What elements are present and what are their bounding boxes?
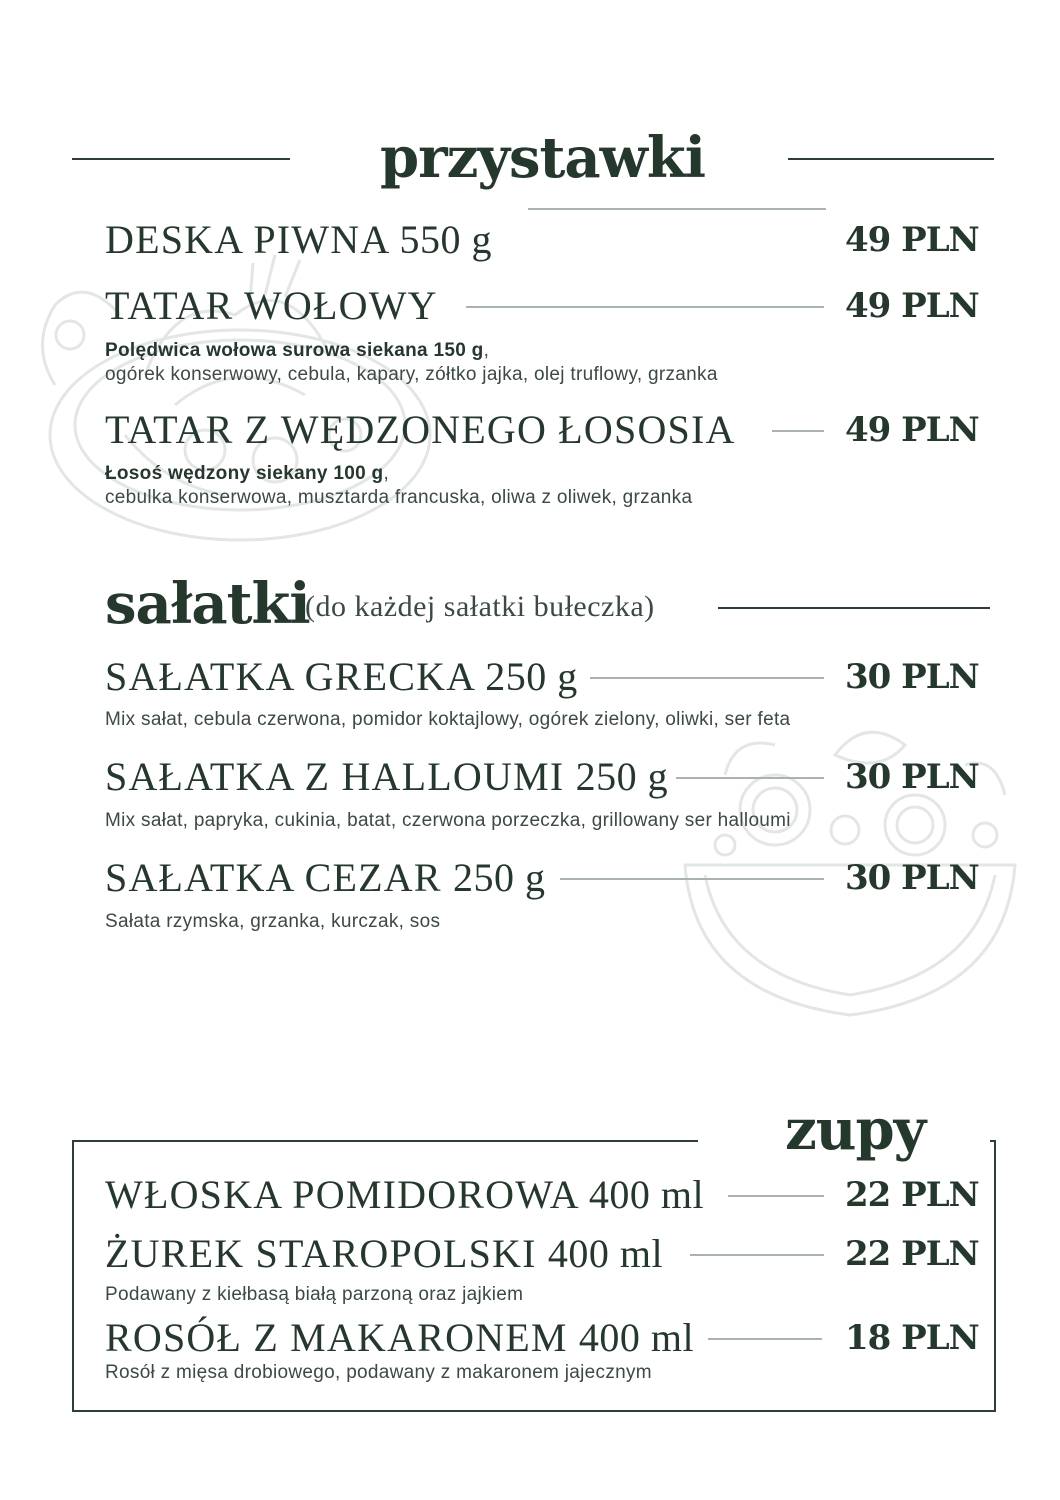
title-rule-right bbox=[788, 158, 994, 160]
leader-line bbox=[772, 430, 824, 432]
item-description: Podawany z kiełbasą białą parzoną oraz jajkiem bbox=[105, 1284, 524, 1305]
item-description: Rosół z mięsa drobiowego, podawany z makaronem jajecznym bbox=[105, 1362, 652, 1383]
item-qty: 400 ml bbox=[547, 1231, 664, 1276]
leader-line bbox=[466, 306, 824, 308]
item-description-bold: Łosoś wędzony siekany 100 g bbox=[105, 463, 384, 484]
section-title-zupy: zupy bbox=[785, 1097, 926, 1163]
frame-top-rule-right bbox=[990, 1140, 994, 1142]
item-description-comma: , bbox=[383, 463, 390, 484]
salatki-note: (do każdej sałatki bułeczka) bbox=[305, 590, 655, 623]
item-name-salatka-halloumi bbox=[105, 754, 669, 799]
item-price: 30 PLN bbox=[845, 757, 979, 797]
item-price: 49 PLN bbox=[845, 286, 979, 326]
item-price: 22 PLN bbox=[845, 1234, 979, 1274]
section-title-salatki: sałatki bbox=[105, 571, 310, 637]
item-description-line2: ogórek konserwowy, cebula, kapary, zółtko jajka, olej truflowy, grzanka bbox=[105, 363, 718, 385]
leader-line bbox=[560, 878, 824, 880]
leader-line bbox=[708, 1338, 822, 1340]
item-name-salatka-grecka bbox=[105, 654, 578, 699]
item-description: Sałata rzymska, grzanka, kurczak, sos bbox=[105, 911, 441, 932]
leader-line bbox=[676, 777, 824, 779]
item-price: 22 PLN bbox=[845, 1175, 979, 1215]
item-name-tatar-losos: TATAR Z WĘDZONEGO ŁOSOSIA bbox=[105, 407, 736, 452]
subtitle-rule bbox=[528, 208, 826, 210]
item-qty: 250 g bbox=[575, 754, 669, 799]
item-price: 49 PLN bbox=[845, 220, 979, 260]
item-name-wloska-pomidorowa bbox=[105, 1172, 705, 1217]
item-price: 49 PLN bbox=[845, 410, 979, 450]
item-description bbox=[105, 462, 692, 510]
title-rule-right bbox=[718, 607, 990, 609]
item-qty: 250 g bbox=[452, 855, 546, 900]
item-description: Mix sałat, papryka, cukinia, batat, czerwona porzeczka, grillowany ser halloumi bbox=[105, 810, 791, 831]
section-title-przystawki: przystawki bbox=[380, 125, 705, 191]
item-description-bold: Polędwica wołowa surowa siekana 150 g bbox=[105, 340, 484, 361]
leader-line bbox=[590, 677, 824, 679]
title-rule-left bbox=[72, 158, 290, 160]
item-name-text: ŻUREK STAROPOLSKI bbox=[105, 1231, 537, 1276]
item-price: 30 PLN bbox=[845, 657, 979, 697]
item-qty: 250 g bbox=[485, 654, 578, 699]
item-name-text: ROSÓŁ Z MAKARONEM bbox=[105, 1315, 568, 1360]
item-name-text: DESKA PIWNA bbox=[105, 217, 389, 262]
item-name-rosol bbox=[105, 1315, 695, 1360]
item-qty: 550 g bbox=[399, 217, 492, 262]
item-description-comma: , bbox=[483, 340, 490, 361]
item-qty: 400 ml bbox=[588, 1172, 705, 1217]
item-name-deska-piwna bbox=[105, 217, 492, 262]
item-price: 18 PLN bbox=[845, 1318, 979, 1358]
item-qty: 400 ml bbox=[578, 1315, 695, 1360]
item-price: 30 PLN bbox=[845, 858, 979, 898]
leader-line bbox=[690, 1254, 824, 1256]
item-name-text: SAŁATKA Z HALLOUMI bbox=[105, 754, 565, 799]
item-name-text: SAŁATKA GRECKA bbox=[105, 654, 475, 699]
item-description: Mix sałat, cebula czerwona, pomidor koktajlowy, ogórek zielony, oliwki, ser feta bbox=[105, 709, 791, 730]
item-name-tatar-wolowy: TATAR WOŁOWY bbox=[105, 283, 438, 328]
item-name-zurek-staropolski bbox=[105, 1231, 664, 1276]
item-name-text: SAŁATKA CEZAR bbox=[105, 855, 442, 900]
item-name-salatka-cezar bbox=[105, 855, 546, 900]
leader-line bbox=[728, 1195, 824, 1197]
item-name-text: WŁOSKA POMIDOROWA bbox=[105, 1172, 578, 1217]
item-description bbox=[105, 339, 718, 387]
frame-top-rule bbox=[72, 1140, 698, 1142]
item-description-line2: cebulka konserwowa, musztarda francuska, oliwa z oliwek, grzanka bbox=[105, 486, 693, 508]
